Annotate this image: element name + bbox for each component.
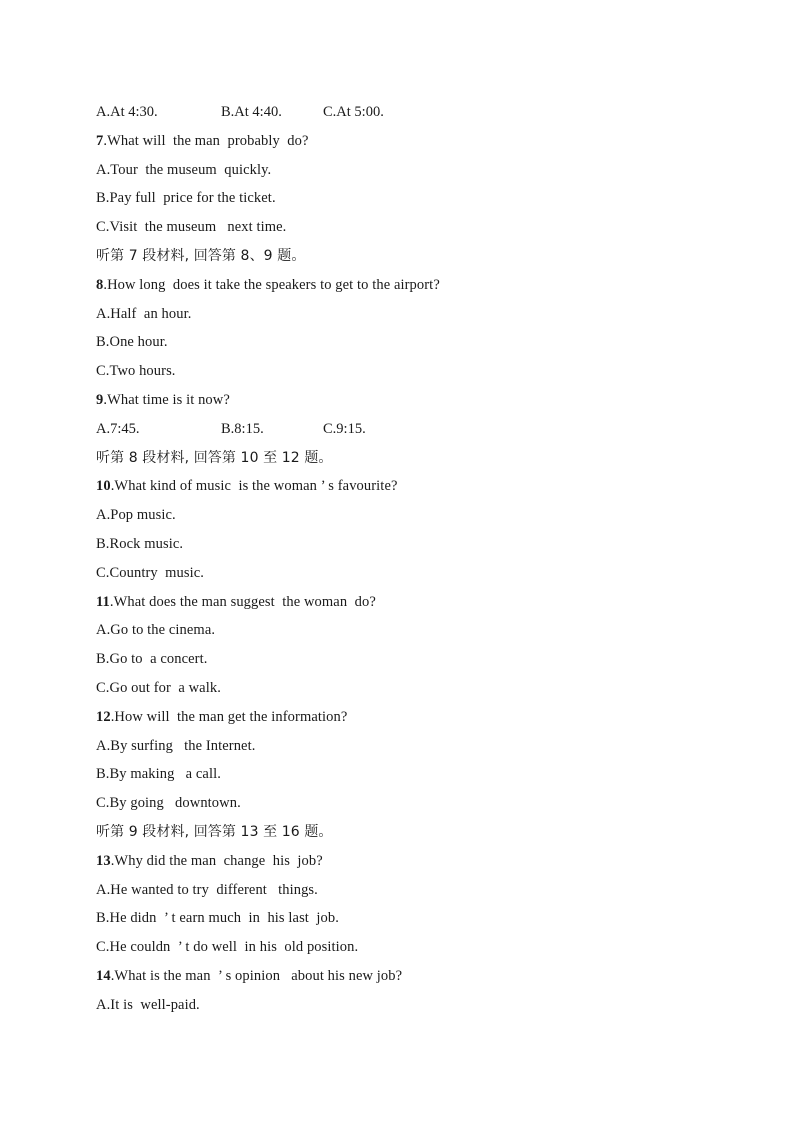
q9-option-c: C.9:15.: [323, 420, 366, 437]
q10-option-b: B.Rock music.: [96, 535, 184, 552]
q9-option-a: A.7:45.: [96, 420, 140, 437]
q7-question: [96, 127, 736, 156]
q10-text: .What kind of music is the woman ’ s favourite?: [110, 478, 398, 495]
section-8-instruction: 听第 8 段材料, 回答第 10 至 12 题。: [96, 449, 333, 466]
q13-option-a: A.He wanted to try different things.: [96, 881, 318, 898]
q8-number: 8: [96, 276, 104, 293]
q8-option-b: B.One hour.: [96, 334, 168, 351]
q10-question: [96, 472, 736, 501]
q14-option-a: A.It is well-paid.: [96, 996, 200, 1013]
q13-question: [96, 847, 736, 876]
q7-option-b: B.Pay full price for the ticket.: [96, 190, 276, 207]
q9-number: 9: [96, 391, 104, 408]
q9-text: .What time is it now?: [103, 391, 230, 408]
q11-option-c: C.Go out for a walk.: [96, 679, 221, 696]
q11-option-a: A.Go to the cinema.: [96, 622, 216, 639]
q6-options: [96, 98, 736, 127]
q14-question: [96, 962, 736, 991]
q10-option-a: A.Pop music.: [96, 507, 176, 524]
q11-option-b: B.Go to a concert.: [96, 651, 208, 668]
q13-option-b: B.He didn ’ t earn much in his last job.: [96, 910, 339, 927]
q12-number: 12: [96, 708, 111, 725]
q14-text: .What is the man ’ s opinion about his new job?: [110, 967, 403, 984]
q9-option-b: B.8:15.: [221, 420, 264, 437]
q7-text: .What will the man probably do?: [103, 132, 309, 149]
q8-question: [96, 271, 736, 300]
q9-options: [96, 415, 736, 444]
exam-page: [96, 98, 736, 1020]
q11-question: [96, 588, 736, 617]
q12-option-b: B.By making a call.: [96, 766, 221, 783]
q7-option-a: A.Tour the museum quickly.: [96, 161, 272, 178]
q8-option-a: A.Half an hour.: [96, 305, 192, 322]
q6-option-a: A.At 4:30.: [96, 104, 158, 120]
q11-number: 11: [96, 593, 110, 610]
q12-option-a: A.By surfing the Internet.: [96, 737, 256, 754]
q7-number: 7: [96, 132, 104, 149]
q9-question: [96, 386, 736, 415]
q10-number: 10: [96, 478, 111, 495]
q11-text: .What does the man suggest the woman do?: [109, 593, 376, 610]
q6-option-c: C.At 5:00.: [323, 104, 384, 120]
q12-option-c: C.By going downtown.: [96, 795, 241, 812]
q10-option-c: C.Country music.: [96, 564, 205, 581]
q8-option-c: C.Two hours.: [96, 363, 176, 380]
q14-number: 14: [96, 967, 111, 984]
q6-option-b: B.At 4:40.: [221, 104, 282, 120]
section-9-instruction: 听第 9 段材料, 回答第 13 至 16 题。: [96, 823, 333, 840]
q8-text: .How long does it take the speakers to get to the airport?: [103, 276, 440, 293]
q13-option-c: C.He couldn ’ t do well in his old position.: [96, 939, 359, 956]
q13-text: .Why did the man change his job?: [110, 852, 323, 869]
q12-question: [96, 703, 736, 732]
q7-option-c: C.Visit the museum next time.: [96, 219, 287, 236]
section-7-instruction: 听第 7 段材料, 回答第 8、9 题。: [96, 247, 306, 264]
q12-text: .How will the man get the information?: [110, 708, 348, 725]
q13-number: 13: [96, 852, 111, 869]
